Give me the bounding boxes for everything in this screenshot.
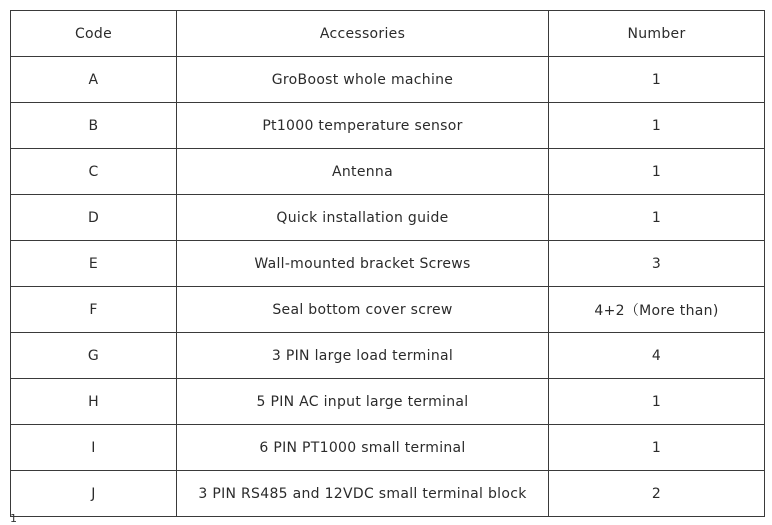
table-row <box>11 103 765 149</box>
table-row <box>11 149 765 195</box>
cell-number: 1 <box>549 103 765 149</box>
cell-accessory: 6 PIN PT1000 small terminal <box>177 425 549 471</box>
table-row <box>11 333 765 379</box>
table-row <box>11 471 765 517</box>
cell-number: 2 <box>549 471 765 517</box>
cell-number: 1 <box>549 425 765 471</box>
table-row <box>11 287 765 333</box>
cell-code: E <box>11 241 177 287</box>
cell-accessory: Pt1000 temperature sensor <box>177 103 549 149</box>
cell-code: F <box>11 287 177 333</box>
cell-accessory: GroBoost whole machine <box>177 57 549 103</box>
cell-code: B <box>11 103 177 149</box>
cell-accessory: Seal bottom cover screw <box>177 287 549 333</box>
cell-number: 3 <box>549 241 765 287</box>
footnote-marker: 1 <box>10 512 17 525</box>
table-header-row <box>11 11 765 57</box>
cell-number: 1 <box>549 379 765 425</box>
table-row <box>11 379 765 425</box>
table-row <box>11 425 765 471</box>
table-row <box>11 57 765 103</box>
cell-code: H <box>11 379 177 425</box>
cell-number: 4+2（More than) <box>549 287 765 333</box>
cell-code: I <box>11 425 177 471</box>
cell-number: 1 <box>549 149 765 195</box>
cell-code: J <box>11 471 177 517</box>
table-row <box>11 195 765 241</box>
cell-accessory: Wall-mounted bracket Screws <box>177 241 549 287</box>
cell-code: G <box>11 333 177 379</box>
cell-accessory: 3 PIN large load terminal <box>177 333 549 379</box>
cell-accessory: Quick installation guide <box>177 195 549 241</box>
cell-code: C <box>11 149 177 195</box>
accessories-table <box>10 10 765 517</box>
cell-accessory: 5 PIN AC input large terminal <box>177 379 549 425</box>
header-code: Code <box>11 11 177 57</box>
cell-accessory: Antenna <box>177 149 549 195</box>
cell-code: D <box>11 195 177 241</box>
cell-number: 4 <box>549 333 765 379</box>
cell-accessory: 3 PIN RS485 and 12VDC small terminal block <box>177 471 549 517</box>
cell-number: 1 <box>549 57 765 103</box>
table-row <box>11 241 765 287</box>
cell-number: 1 <box>549 195 765 241</box>
cell-code: A <box>11 57 177 103</box>
header-accessories: Accessories <box>177 11 549 57</box>
header-number: Number <box>549 11 765 57</box>
